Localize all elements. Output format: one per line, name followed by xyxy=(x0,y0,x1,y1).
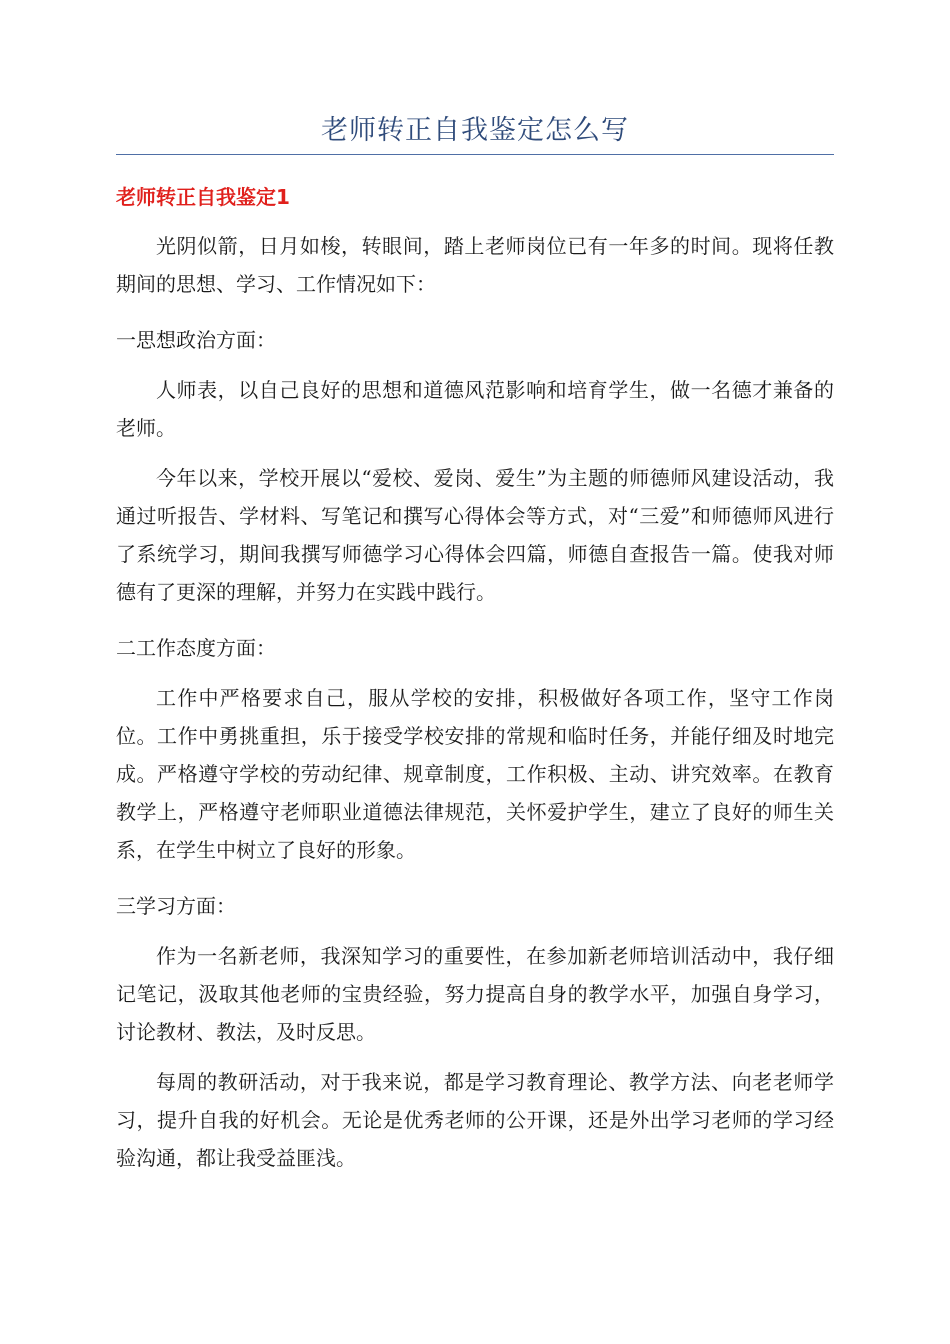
politics-paragraph-1: 人师表，以自己良好的思想和道德风范影响和培育学生，做一名德才兼备的老师。 xyxy=(116,378,834,440)
section-heading: 老师转正自我鉴定1 xyxy=(116,185,290,209)
title-underline xyxy=(116,154,834,155)
subheading-politics: 一思想政治方面： xyxy=(116,328,276,352)
intro-paragraph: 光阴似箭，日月如梭，转眼间，踏上老师岗位已有一年多的时间。现将任教期间的思想、学习、工作情况如下： xyxy=(116,234,834,296)
subheading-work-attitude: 二工作态度方面： xyxy=(116,636,276,660)
document-page xyxy=(116,0,834,1177)
subheading-study: 三学习方面： xyxy=(116,894,236,918)
work-attitude-paragraph: 工作中严格要求自己，服从学校的安排，积极做好各项工作，坚守工作岗位。工作中勇挑重担，乐于接受学校安排的常规和临时任务，并能仔细及时地完成。严格遵守学校的劳动纪律、规章制度，工作积极、主动、讲究效率。在教育教学上，严格遵守老师职业道德法律规范，关怀爱护学生，建立了良好的师生关系，在学生中树立了良好的形象。 xyxy=(116,686,834,862)
study-paragraph-2: 每周的教研活动，对于我来说，都是学习教育理论、教学方法、向老老师学习，提升自我的好机会。无论是优秀老师的公开课，还是外出学习老师的学习经验沟通，都让我受益匪浅。 xyxy=(116,1070,834,1170)
politics-paragraph-2: 今年以来，学校开展以“爱校、爱岗、爱生”为主题的师德师风建设活动，我通过听报告、学材料、写笔记和撰写心得体会等方式，对“三爱”和师德师风进行了系统学习，期间我撰写师德学习心得体会四篇，师德自查报告一篇。使我对师德有了更深的理解，并努力在实践中践行。 xyxy=(116,466,834,604)
study-paragraph-1: 作为一名新老师，我深知学习的重要性，在参加新老师培训活动中，我仔细记笔记，汲取其他老师的宝贵经验，努力提高自身的教学水平，加强自身学习，讨论教材、教法，及时反思。 xyxy=(116,944,834,1044)
document-title: 老师转正自我鉴定怎么写 xyxy=(321,115,629,146)
